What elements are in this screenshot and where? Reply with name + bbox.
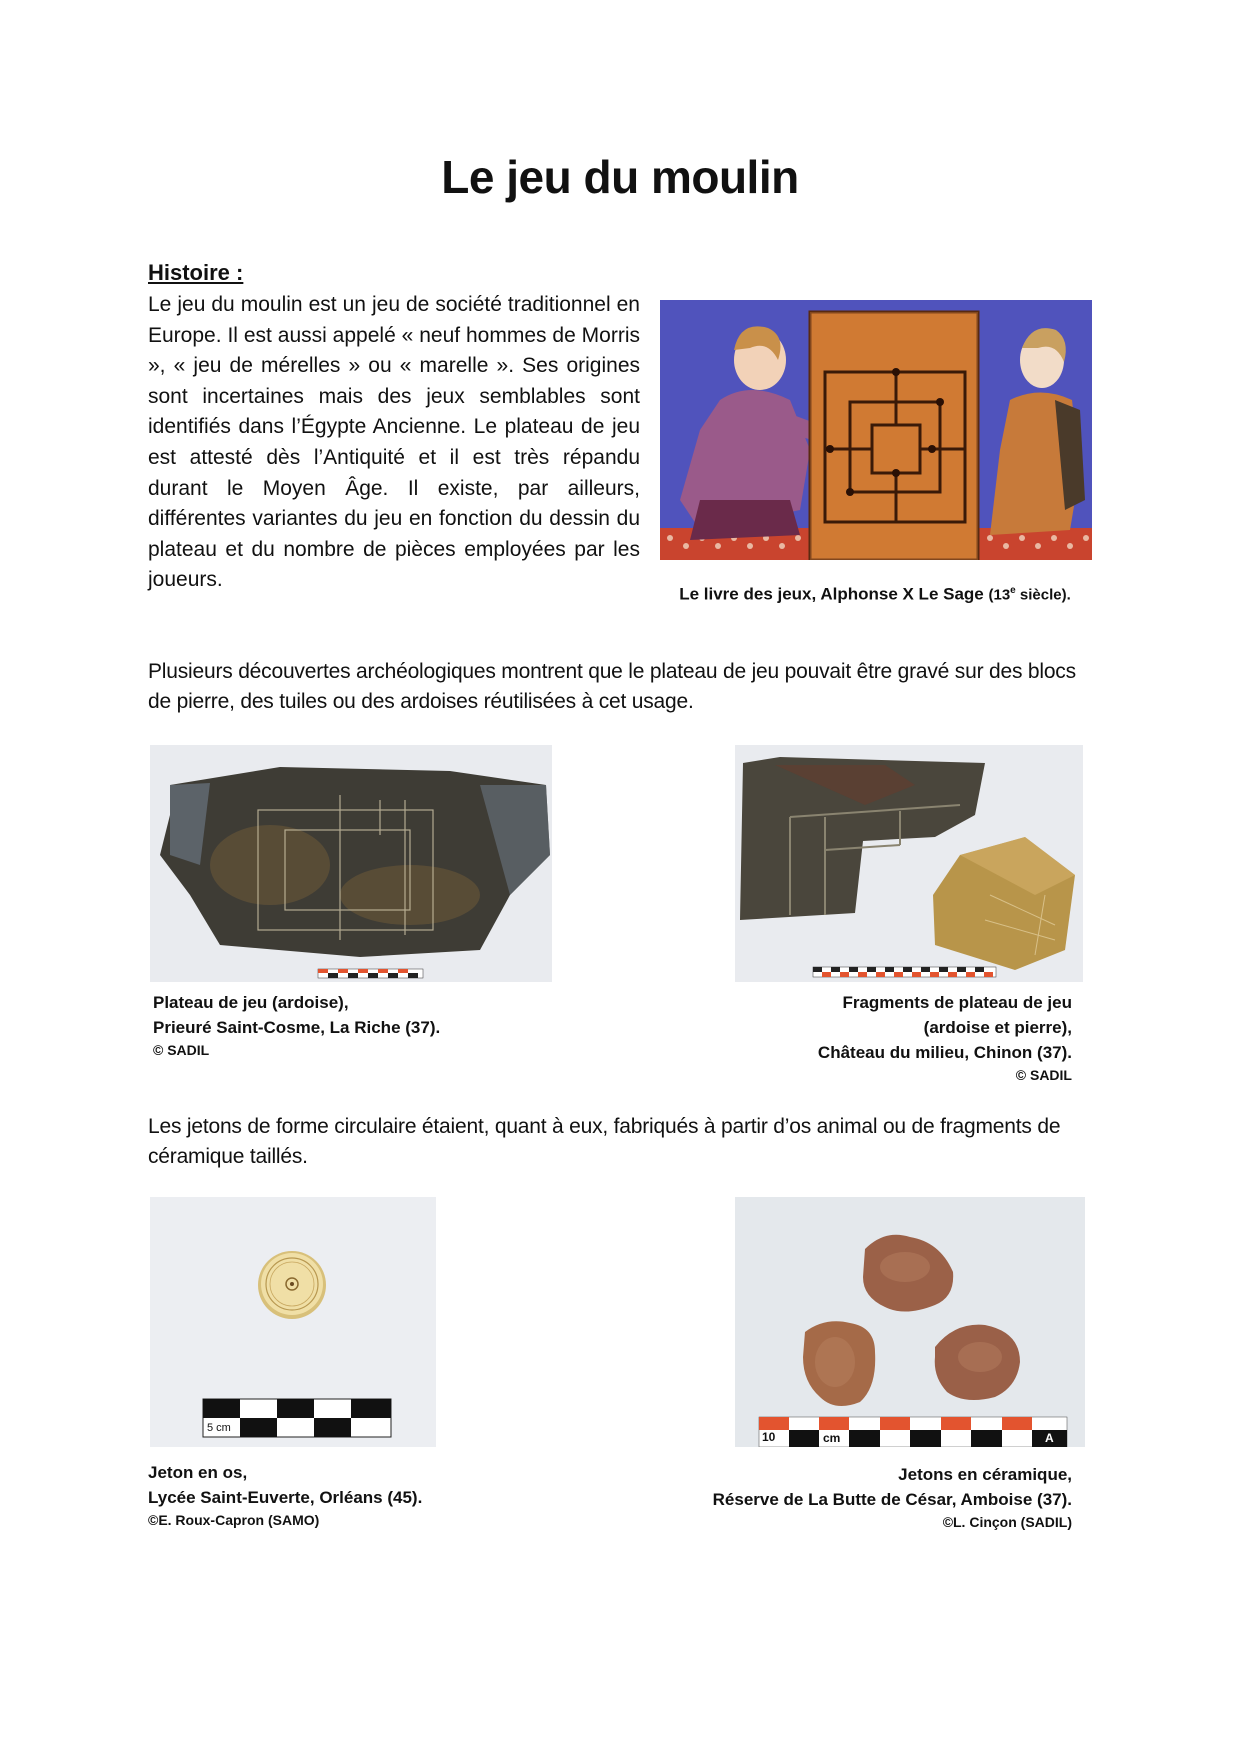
caption-line: Prieuré Saint-Cosme, La Riche (37). <box>153 1018 441 1037</box>
caption-line: (ardoise et pierre), <box>923 1018 1072 1037</box>
ceramic-tokens-photo <box>735 1197 1085 1447</box>
page-title: Le jeu du moulin <box>441 151 799 203</box>
manuscript-illustration <box>660 300 1092 560</box>
slate-board-photo <box>150 745 552 982</box>
scale-label-mark: A <box>1045 1431 1054 1445</box>
bone-token-caption <box>148 1460 568 1530</box>
manuscript-caption-century-open: (13 <box>988 586 1011 604</box>
fragments-caption <box>700 990 1072 1085</box>
manuscript-caption-main: Le livre des jeux, Alphonse X Le Sage <box>679 584 984 604</box>
manuscript-caption-sup: e <box>1010 585 1016 596</box>
photo-credit: © SADIL <box>153 1042 210 1058</box>
photo-credit: ©L. Cinçon (SADIL) <box>942 1514 1072 1530</box>
tokens-paragraph: Les jetons de forme circulaire étaient, quant à eux, fabriqués à partir d’os animal ou de fragments de céramique taillés. <box>148 1115 1061 1168</box>
scale-label: 5 cm <box>207 1422 231 1434</box>
caption-line: Jeton en os, <box>148 1463 248 1482</box>
caption-line: Lycée Saint-Euverte, Orléans (45). <box>148 1488 423 1507</box>
caption-line: Château du milieu, Chinon (37). <box>817 1043 1072 1062</box>
caption-line: Plateau de jeu (ardoise), <box>153 993 349 1012</box>
caption-line: Fragments de plateau de jeu <box>842 993 1072 1012</box>
archaeology-paragraph: Plusieurs découvertes archéologiques montrent que le plateau de jeu pouvait être gravé sur des blocs de pierre, des tuiles ou des ardoises réutilisées à cet usage. <box>148 660 1076 713</box>
photo-credit: © SADIL <box>1015 1067 1072 1083</box>
slate-board-caption <box>153 990 573 1060</box>
caption-line: Jetons en céramique, <box>898 1465 1072 1484</box>
history-paragraph: Le jeu du moulin est un jeu de société traditionnel en Europe. Il est aussi appelé « neuf hommes de Morris », « jeu de mérelles » ou « marelle ». Ses origines sont incertaines mais des jeux semblables sont identifiés dans l’Égypte Ancienne. Le plateau de jeu est attesté dès l’Antiquité et il est très répandu durant le Moyen Âge. Il existe, par ailleurs, différentes variantes du jeu en fonction du dessin du plateau et du nombre de pièces employées par les joueurs. <box>148 293 640 592</box>
caption-line: Réserve de La Butte de César, Amboise (37). <box>712 1490 1072 1509</box>
fragments-photo <box>735 745 1083 982</box>
section-heading-histoire: Histoire : <box>148 260 244 285</box>
ceramic-tokens-caption <box>620 1462 1072 1532</box>
photo-credit: ©E. Roux-Capron (SAMO) <box>148 1512 320 1528</box>
scale-label-number: 10 <box>762 1430 776 1444</box>
manuscript-caption <box>655 578 1095 608</box>
bone-token-photo <box>150 1197 436 1447</box>
scale-label-unit: cm <box>823 1431 841 1445</box>
manuscript-caption-century-close: siècle). <box>1015 586 1071 604</box>
